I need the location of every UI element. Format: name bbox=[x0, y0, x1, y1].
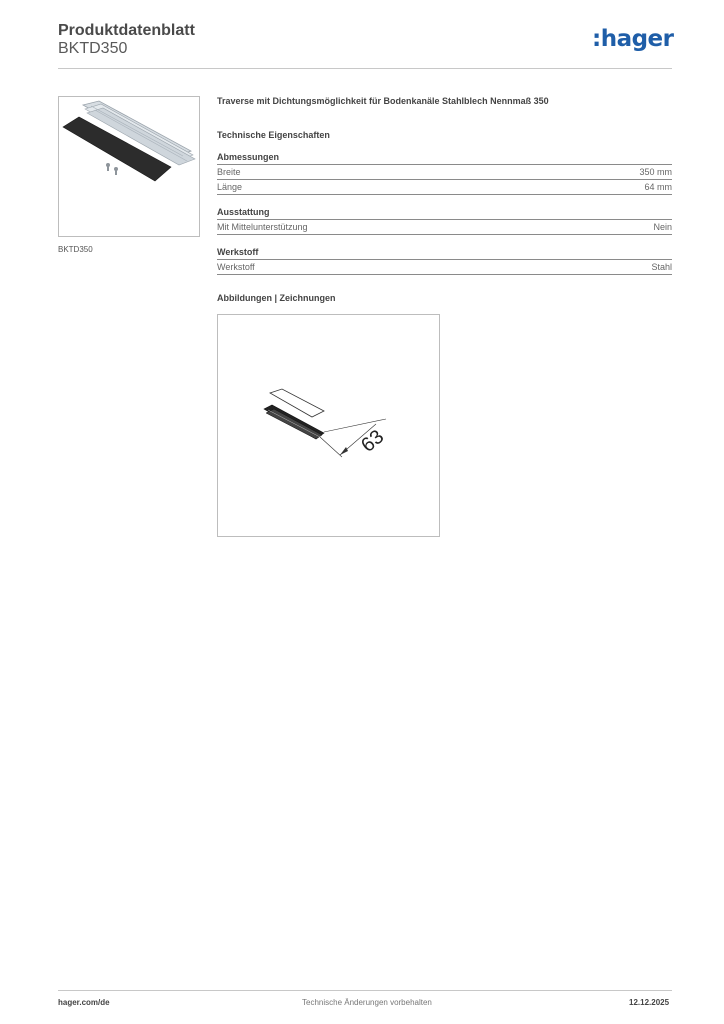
header-divider bbox=[58, 68, 672, 69]
property-value: Stahl bbox=[651, 262, 672, 272]
section-dimensions bbox=[217, 152, 672, 195]
property-row bbox=[217, 260, 672, 275]
section-title: Werkstoff bbox=[217, 247, 672, 260]
page-title: Produktdatenblatt bbox=[58, 22, 195, 39]
product-image bbox=[58, 96, 200, 237]
section-equipment bbox=[217, 207, 672, 235]
property-value: 350 mm bbox=[639, 167, 672, 177]
technical-drawing bbox=[217, 314, 440, 537]
property-value: Nein bbox=[653, 222, 672, 232]
property-value: 64 mm bbox=[644, 182, 672, 192]
section-title: Ausstattung bbox=[217, 207, 672, 220]
image-caption: BKTD350 bbox=[58, 245, 93, 254]
hager-logo[interactable]: :hager bbox=[592, 26, 674, 52]
drawings-heading: Abbildungen | Zeichnungen bbox=[217, 293, 336, 303]
property-row bbox=[217, 220, 672, 235]
tech-properties-heading: Technische Eigenschaften bbox=[217, 130, 330, 140]
property-row bbox=[217, 180, 672, 195]
dimension-value: 63 bbox=[357, 425, 389, 457]
property-row bbox=[217, 165, 672, 180]
section-material bbox=[217, 247, 672, 275]
footer-notice: Technische Änderungen vorbehalten bbox=[302, 998, 432, 1007]
footer-divider bbox=[58, 990, 672, 991]
product-details bbox=[217, 96, 672, 303]
product-photo-illustration bbox=[59, 97, 199, 236]
property-label: Mit Mittelunterstützung bbox=[217, 222, 308, 232]
dimension-label bbox=[357, 426, 388, 457]
product-code: BKTD350 bbox=[58, 40, 128, 57]
product-description: Traverse mit Dichtungsmöglichkeit für Bodenkanäle Stahlblech Nennmaß 350 bbox=[217, 96, 549, 106]
footer-website-link[interactable]: hager.com/de bbox=[58, 998, 110, 1007]
property-label: Länge bbox=[217, 182, 243, 192]
property-label: Breite bbox=[217, 167, 241, 177]
property-label: Werkstoff bbox=[217, 262, 255, 272]
section-title: Abmessungen bbox=[217, 152, 672, 165]
dimension-drawing bbox=[218, 315, 439, 536]
footer-date: 12.12.2025 bbox=[629, 998, 670, 1007]
